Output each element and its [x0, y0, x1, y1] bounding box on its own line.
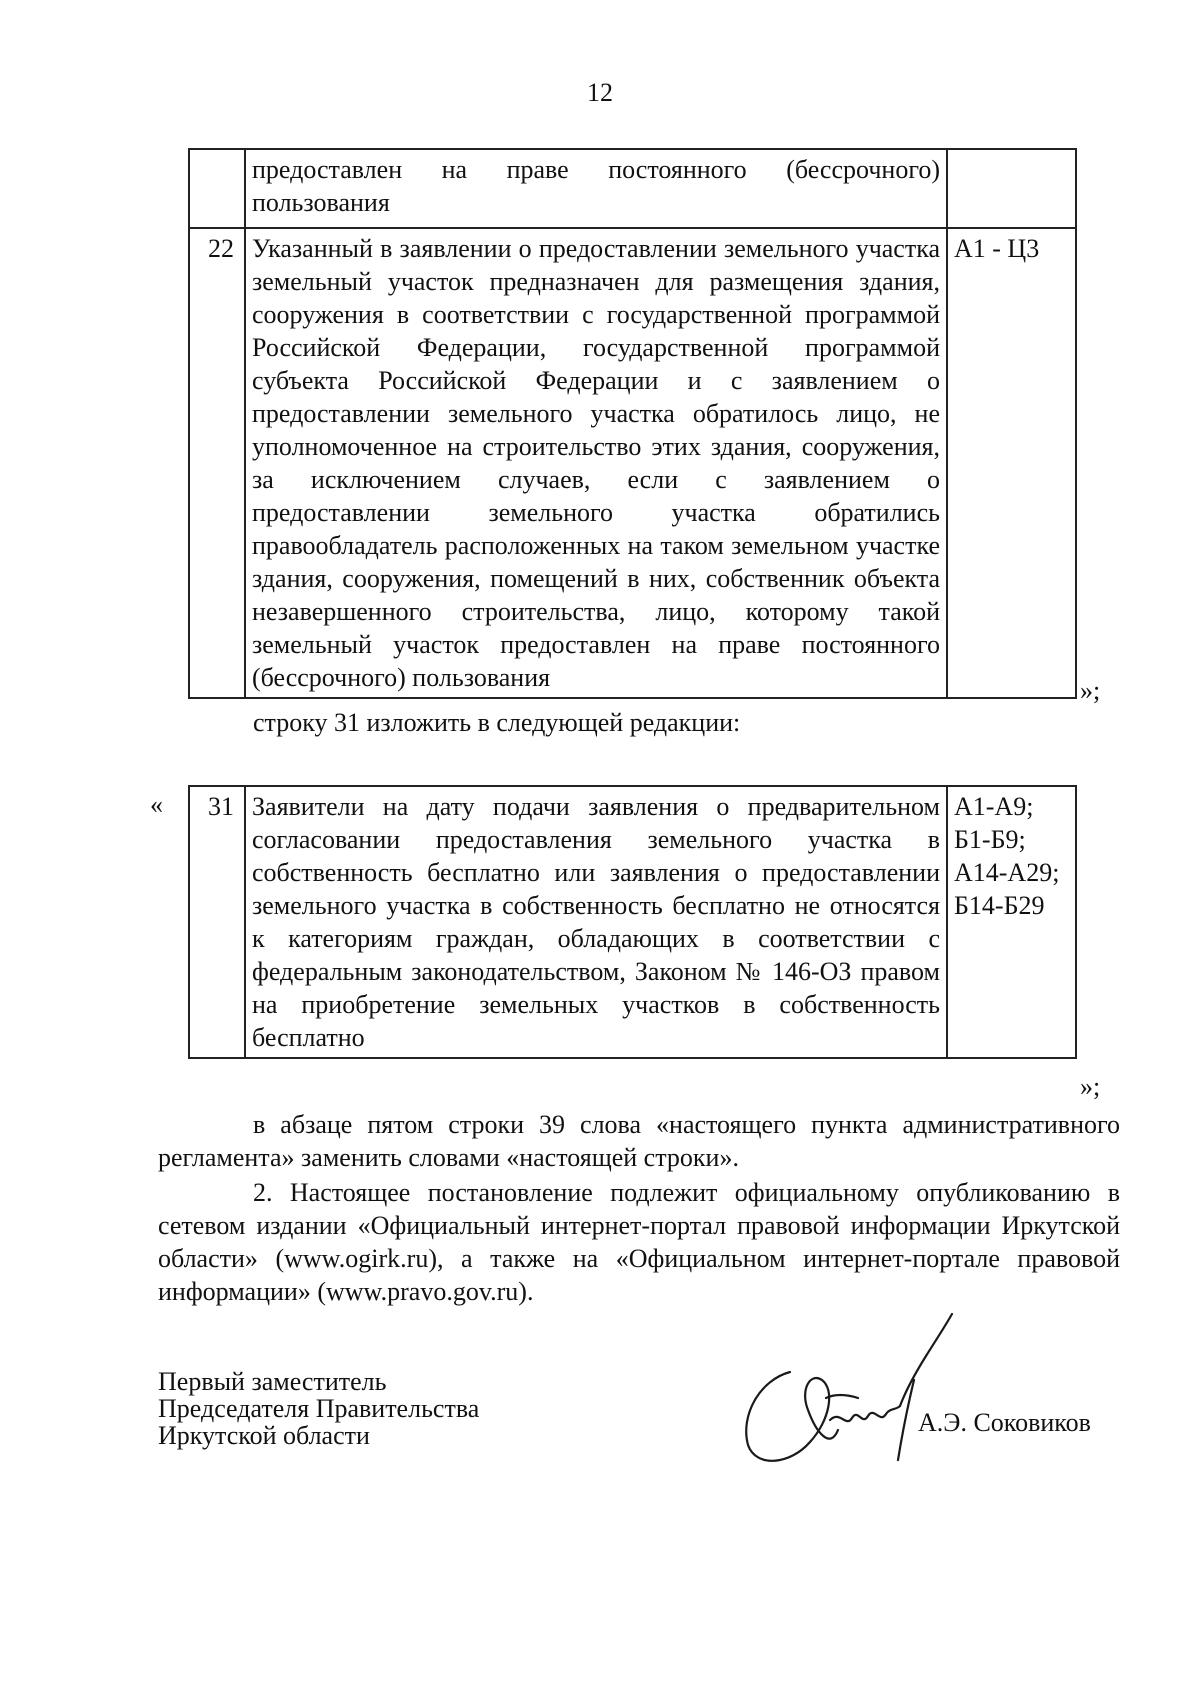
- regulation-table-row-31: [188, 785, 1077, 1059]
- row-text: Заявители на дату подачи заявления о предварительном согласовании предоставления земельного участка в собственность бесплатно или заявления о предоставлении земельного участка в собственность бесплатно не относятся к категориям граждан, обладающих в соответствии с федеральным законодательством, Законом № 146-ОЗ правом на приобретение земельных участков в собственность бесплатно: [245, 786, 947, 1058]
- closing-quote-mark: »;: [1080, 676, 1101, 705]
- signatory-title: [158, 1368, 479, 1449]
- handwritten-signature: [730, 1310, 970, 1480]
- signatory-title-line: Иркутской области: [158, 1421, 370, 1450]
- row-code: Б1-Б9;: [954, 825, 1026, 854]
- table-row: [189, 786, 1076, 1058]
- signatory-title-line: Первый заместитель: [158, 1367, 387, 1396]
- instruction-row-31: строку 31 изложить в следующей редакции:: [253, 708, 741, 737]
- signatory-title-line: Председателя Правительства: [158, 1394, 480, 1423]
- regulation-table-continued: [188, 148, 1077, 699]
- row-text: Указанный в заявлении о предоставлении земельного участка земельный участок предназначен для размещения здания, сооружения в соответствии с государственной программой Российской Федерации, государственной программой субъекта Российской Федерации и с заявлением о предоставлении земельного участка обратилось лицо, не уполномоченное на строительство этих здания, сооружения, за исключением случаев, если с заявлением о предоставлении земельного участка обратились правообладатель расположенных на таком земельном участке здания, сооружения, помещений в них, собственник объекта незавершенного строительства, лицо, которому такой земельный участок предоставлен на праве постоянного (бессрочного) пользования: [245, 228, 947, 698]
- row-number: 22: [189, 228, 245, 698]
- row-number: [189, 149, 245, 228]
- row-text-content: предоставлен на праве постоянного (бессрочного) пользования: [252, 155, 940, 217]
- row-codes: [947, 786, 1076, 1058]
- row-number: 31: [189, 786, 245, 1058]
- paragraph-publication: 2. Настоящее постановление подлежит официальному опубликованию в сетевом издании «Официальный интернет-портал правовой информации Иркутской области» (www.ogirk.ru), а также на «Официальном интернет-портале правовой информации» (www.pravo.gov.ru).: [158, 1178, 1120, 1306]
- signatory-name: А.Э. Соковиков: [918, 1408, 1091, 1437]
- row-codes: [947, 149, 1076, 228]
- page-number: 12: [587, 78, 613, 107]
- closing-quote-mark: »;: [1080, 1072, 1101, 1101]
- row-code: А1-А9;: [954, 792, 1034, 821]
- paragraph-row-39: в абзаце пятом строки 39 слова «настоящего пункта административного регламента» заменить словами «настоящей строки».: [158, 1110, 1120, 1172]
- row-text: [245, 149, 947, 228]
- row-code: А14-А29;: [954, 858, 1060, 887]
- row-code: Б14-Б29: [954, 891, 1045, 920]
- opening-quote-mark: «: [150, 790, 163, 819]
- table-row: [189, 149, 1076, 228]
- table-row: [189, 228, 1076, 698]
- row-code: А1 - Ц3: [954, 234, 1040, 263]
- row-codes: [947, 228, 1076, 698]
